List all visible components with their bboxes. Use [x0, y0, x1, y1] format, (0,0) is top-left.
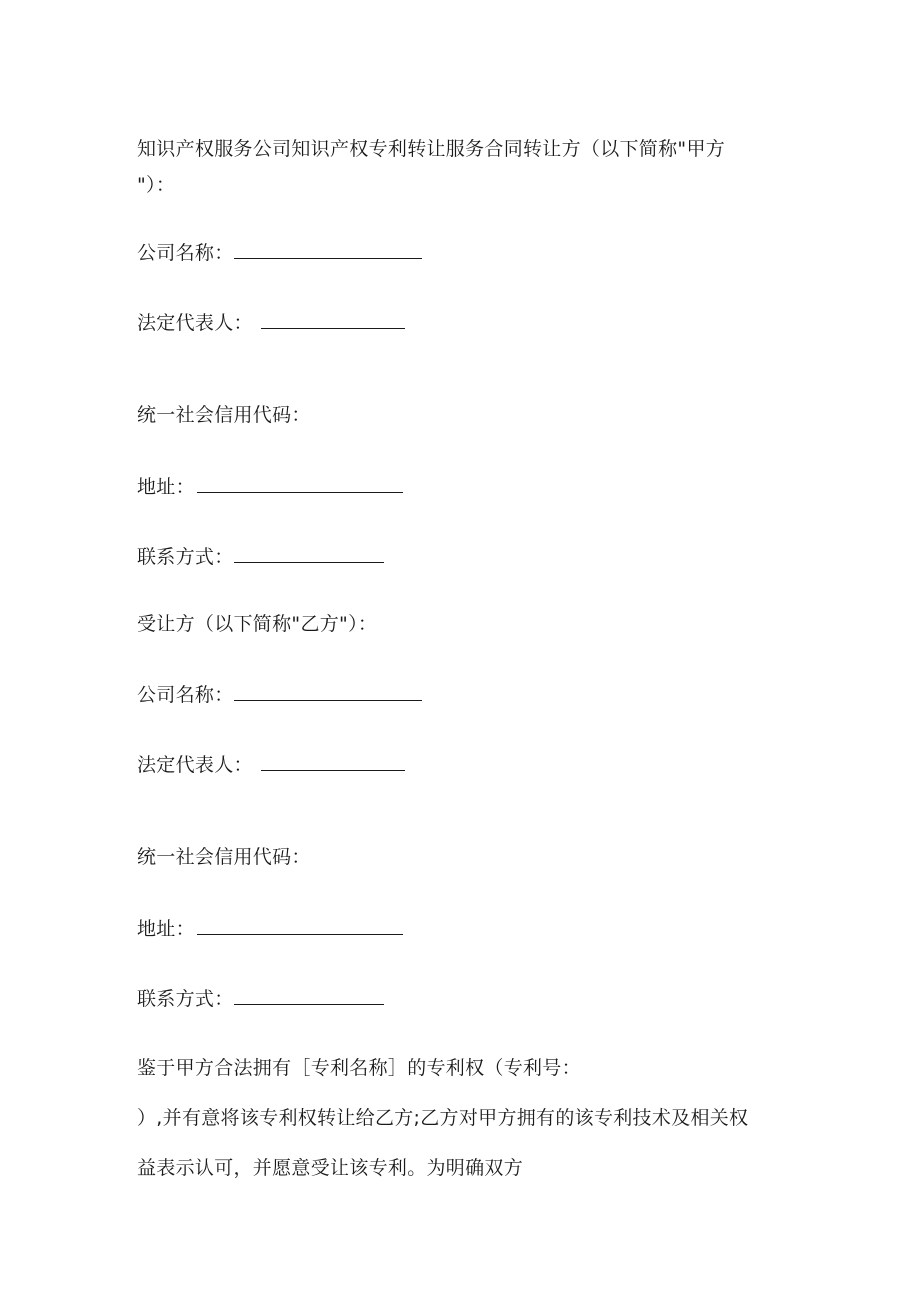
party-b-address-label: 地址： [137, 918, 195, 940]
party-b-credit-code-label: 统一社会信用代码： [137, 846, 311, 868]
party-b-legal-rep-blank[interactable] [261, 752, 405, 771]
party-b-company-name-blank[interactable] [234, 682, 422, 701]
party-a-credit-code-label: 统一社会信用代码： [137, 404, 311, 426]
party-b-legal-rep [137, 752, 405, 777]
party-b-address [137, 916, 403, 941]
party-a-contact [137, 544, 384, 569]
title-line-1: 知识产权服务公司知识产权专利转让服务合同转让方（以下简称"甲方 [137, 138, 726, 160]
party-a-contact-blank[interactable] [234, 544, 384, 563]
title-line-2: "）： [137, 174, 176, 196]
body-line-3: 益表示认可，并愿意受让该专利。为明确双方 [137, 1157, 524, 1179]
party-a-company-name-label: 公司名称： [137, 242, 234, 264]
party-b-company-name [137, 682, 422, 707]
party-a-company-name-blank[interactable] [234, 240, 422, 259]
party-a-company-name [137, 240, 422, 265]
party-a-legal-rep-label: 法定代表人： [137, 312, 253, 334]
party-b-legal-rep-label: 法定代表人： [137, 754, 253, 776]
party-a-legal-rep-blank[interactable] [261, 310, 405, 329]
party-b-credit-code [137, 845, 311, 869]
body-line-2: ）,并有意将该专利权转让给乙方;乙方对甲方拥有的该专利技术及相关权 [137, 1107, 749, 1129]
party-b-header: 受让方（以下简称"乙方"）： [137, 613, 378, 635]
party-a-address-label: 地址： [137, 476, 195, 498]
body-line-1: 鉴于甲方合法拥有［专利名称］的专利权（专利号： [137, 1057, 581, 1079]
party-a-address-blank[interactable] [197, 474, 403, 493]
party-b-company-name-label: 公司名称： [137, 684, 234, 706]
party-a-credit-code [137, 403, 311, 427]
party-a-contact-label: 联系方式： [137, 546, 234, 568]
party-b-contact [137, 986, 384, 1011]
party-b-address-blank[interactable] [197, 916, 403, 935]
party-b-contact-label: 联系方式： [137, 988, 234, 1010]
party-b-contact-blank[interactable] [234, 986, 384, 1005]
party-a-address [137, 474, 403, 499]
party-a-legal-rep [137, 310, 405, 335]
